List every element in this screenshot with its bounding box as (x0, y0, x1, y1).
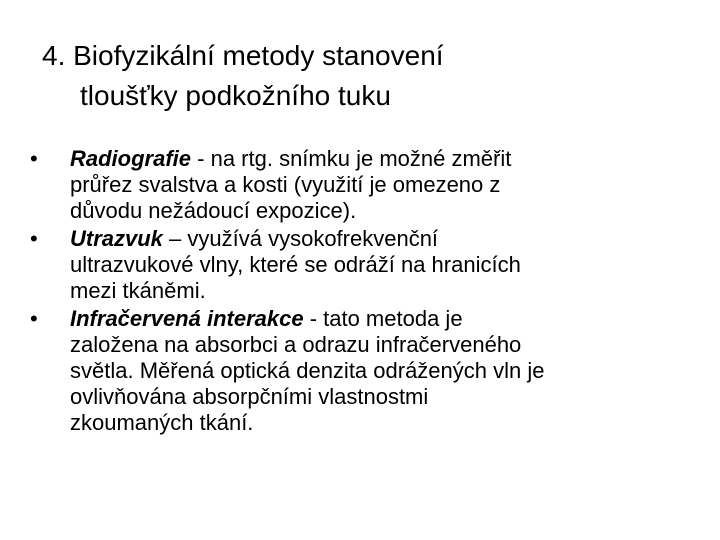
bullet-text: - tato metoda je (303, 306, 463, 331)
bullet-mark: • (30, 226, 38, 251)
bullet-item-infracervena (30, 306, 690, 436)
bullet-first-line (70, 306, 690, 332)
title-line-1: 4. Biofyzikální metody stanovení (42, 40, 444, 71)
bullet-item-radiografie (30, 146, 690, 224)
title-line-2: tloušťky podkožního tuku (80, 80, 391, 111)
bullet-first-line (70, 226, 690, 252)
bullet-line: důvodu nežádoucí expozice). (70, 198, 357, 223)
bullet-first-line (70, 146, 690, 172)
bullet-line: založena na absorbci a odrazu infračerveného (70, 332, 522, 357)
bullet-text: – využívá vysokofrekvenční (162, 226, 439, 251)
bullet-line: světla. Měřená optická denzita odrážených vln je (70, 358, 545, 383)
bullet-line: zkoumaných tkání. (70, 410, 254, 435)
bullet-item-utrazvuk (30, 226, 690, 304)
bullet-term: Radiografie (70, 146, 192, 171)
bullet-term: Utrazvuk (70, 226, 163, 251)
bullet-text: - na rtg. snímku je možné změřit (191, 146, 512, 171)
bullet-line: ultrazvukové vlny, které se odráží na hranicích (70, 252, 521, 277)
slide-title (42, 36, 682, 116)
bullet-mark: • (30, 306, 38, 331)
bullet-line: průřez svalstva a kosti (využití je omezeno z (70, 172, 501, 197)
bullet-term: Infračervená interakce (70, 306, 304, 331)
bullet-line: ovlivňována absorpčními vlastnostmi (70, 384, 429, 409)
bullet-line: mezi tkáněmi. (70, 278, 206, 303)
bullet-mark: • (30, 146, 38, 171)
bullet-list (30, 146, 690, 438)
